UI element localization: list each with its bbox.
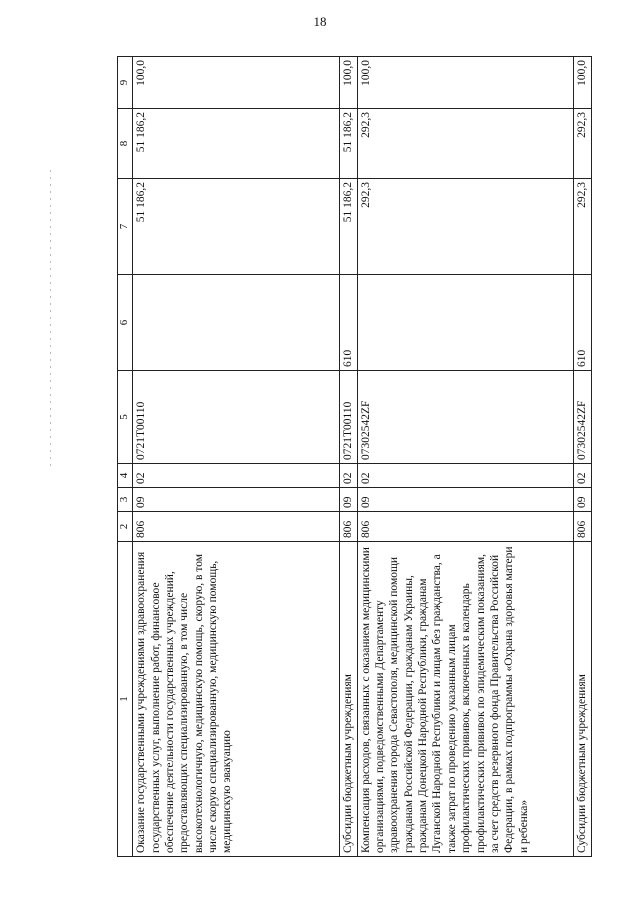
percent-cell: 100,0 xyxy=(574,57,592,109)
expense-type-cell: 610 xyxy=(339,275,357,371)
section-cell: 09 xyxy=(133,488,340,512)
actual-amount-cell: 51 186,2 xyxy=(339,109,357,179)
percent-cell: 100,0 xyxy=(339,57,357,109)
section-cell: 09 xyxy=(339,488,357,512)
header-cell: 3 xyxy=(118,488,133,512)
actual-amount-cell: 51 186,2 xyxy=(133,109,340,179)
header-cell: 4 xyxy=(118,464,133,488)
subsection-cell: 02 xyxy=(133,464,340,488)
page-number: 18 xyxy=(313,14,327,29)
target-article-cell: 0721T00110 xyxy=(339,371,357,464)
scan-artifact-line xyxy=(50,170,51,470)
ministry-code-cell: 806 xyxy=(357,512,574,542)
target-article-cell: 07302542ZF xyxy=(574,371,592,464)
table-row xyxy=(574,57,592,857)
table-header-row xyxy=(118,57,133,857)
percent-cell: 100,0 xyxy=(357,57,574,109)
header-cell: 5 xyxy=(118,371,133,464)
header-cell: 6 xyxy=(118,275,133,371)
planned-amount-cell: 292,3 xyxy=(357,179,574,275)
actual-amount-cell: 292,3 xyxy=(357,109,574,179)
subsection-cell: 02 xyxy=(339,464,357,488)
budget-table xyxy=(117,56,592,857)
row-name-cell: Субсидии бюджетным учреждениям xyxy=(339,542,357,857)
table-row xyxy=(339,57,357,857)
subsection-cell: 02 xyxy=(574,464,592,488)
planned-amount-cell: 292,3 xyxy=(574,179,592,275)
header-cell: 2 xyxy=(118,512,133,542)
section-cell: 09 xyxy=(357,488,574,512)
table-row xyxy=(133,57,340,857)
header-cell: 9 xyxy=(118,57,133,109)
percent-cell: 100,0 xyxy=(133,57,340,109)
target-article-cell: 07302542ZF xyxy=(357,371,574,464)
header-cell: 8 xyxy=(118,109,133,179)
rotated-table-container xyxy=(117,57,592,857)
planned-amount-cell: 51 186,2 xyxy=(339,179,357,275)
expense-type-cell: 610 xyxy=(574,275,592,371)
ministry-code-cell: 806 xyxy=(339,512,357,542)
actual-amount-cell: 292,3 xyxy=(574,109,592,179)
expense-type-cell xyxy=(357,275,574,371)
planned-amount-cell: 51 186,2 xyxy=(133,179,340,275)
section-cell: 09 xyxy=(574,488,592,512)
target-article-cell: 0721T00110 xyxy=(133,371,340,464)
expense-type-cell xyxy=(133,275,340,371)
header-cell: 1 xyxy=(118,542,133,857)
row-name-cell: Субсидии бюджетным учреждениям xyxy=(574,542,592,857)
header-cell: 7 xyxy=(118,179,133,275)
row-name-cell: Компенсация расходов, связанных с оказанием медицинскими организациями, подведомственными Департаменту здравоохранения города Севастополя, медицинской помощи гражданам Российской Федерации, гражданам Украины, гражданам Донецкой Народной Республики, гражданам Луганской Народной Республики и лицам без гражданства, а также затрат по проведению указанным лицам профилактических прививок, включенных в календарь профилактических прививок по эпидемическим показаниям, за счет средств резервного фонда Правительства Российской Федерации, в рамках подпрограммы «Охрана здоровья матери и ребенка» xyxy=(357,542,574,857)
ministry-code-cell: 806 xyxy=(574,512,592,542)
row-name-cell: Оказание государственными учреждениями здравоохранения государственных услуг, выполнение работ, финансовое обеспечение деятельности государственных учреждений, предоставляющих специализированную, в том числе высокотехнологичную, медицинскую помощь, скорую, в том числе скорую специализированную, медицинскую помощь, медицинскую эвакуацию xyxy=(133,542,340,857)
subsection-cell: 02 xyxy=(357,464,574,488)
table-row xyxy=(357,57,574,857)
ministry-code-cell: 806 xyxy=(133,512,340,542)
